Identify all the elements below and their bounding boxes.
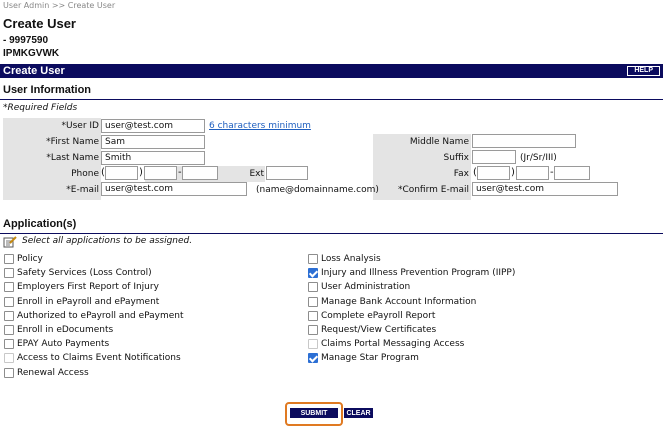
suffix-hint: (Jr/Sr/III)	[520, 153, 557, 163]
application-label: Safety Services (Loss Control)	[17, 268, 152, 279]
suffix-label: Suffix	[443, 153, 469, 163]
application-checkbox[interactable]	[308, 339, 318, 349]
application-label: Complete ePayroll Report	[321, 310, 436, 321]
email-label: *E-mail	[66, 185, 99, 195]
fax-label: Fax	[453, 169, 469, 179]
phone-line-input[interactable]	[182, 166, 218, 180]
suffix-input[interactable]	[472, 150, 516, 164]
fax-close-paren: )	[511, 167, 515, 178]
account-number: - 9997590	[3, 35, 49, 46]
application-checkbox[interactable]	[308, 311, 318, 321]
application-checkbox[interactable]	[308, 297, 318, 307]
last-name-input[interactable]: Smith	[101, 151, 205, 165]
required-fields-note: *Required Fields	[3, 103, 78, 113]
application-label: Authorized to ePayroll and ePayment	[17, 310, 184, 321]
applications-instruction: Select all applications to be assigned.	[22, 236, 193, 246]
email-hint: (name@domainname.com)	[256, 185, 379, 195]
middle-name-input[interactable]	[472, 134, 576, 148]
application-checkbox[interactable]	[4, 368, 14, 378]
clear-button[interactable]: CLEAR	[343, 407, 374, 419]
application-label: Renewal Access	[17, 367, 89, 378]
help-button[interactable]: HELP	[627, 66, 660, 76]
application-label: Claims Portal Messaging Access	[321, 339, 465, 350]
confirm-email-label: *Confirm E-mail	[397, 185, 469, 195]
confirm-email-input[interactable]: user@test.com	[472, 182, 618, 196]
application-label: Enroll in eDocuments	[17, 325, 114, 335]
application-checkbox[interactable]	[308, 282, 318, 292]
application-checkbox[interactable]	[308, 353, 318, 363]
application-label: User Administration	[321, 282, 411, 293]
application-checkbox[interactable]	[4, 339, 14, 349]
divider	[0, 99, 663, 100]
fax-prefix-input[interactable]	[516, 166, 549, 180]
fax-area-code-input[interactable]	[477, 166, 510, 180]
section-bar-title: Create User	[3, 65, 65, 77]
edit-list-icon	[3, 236, 17, 248]
application-label: Employers First Report of Injury	[17, 282, 159, 293]
application-label: Access to Claims Event Notifications	[17, 353, 181, 364]
application-checkbox[interactable]	[4, 282, 14, 292]
application-checkbox[interactable]	[4, 297, 14, 307]
application-label: Injury and Illness Prevention Program (IIPP)	[321, 268, 516, 279]
section-bar	[0, 64, 663, 78]
ext-input[interactable]	[266, 166, 308, 180]
application-checkbox[interactable]	[4, 311, 14, 321]
application-checkbox[interactable]	[4, 268, 14, 278]
application-label: Manage Bank Account Information	[321, 296, 477, 307]
application-label: Policy	[17, 254, 43, 264]
application-checkbox[interactable]	[308, 268, 318, 278]
application-checkbox[interactable]	[4, 353, 14, 363]
page-title: Create User	[3, 16, 76, 31]
first-name-input[interactable]: Sam	[101, 135, 205, 149]
phone-label: Phone	[71, 169, 99, 179]
user-id-label: *User ID	[61, 121, 99, 131]
application-label: Loss Analysis	[321, 254, 381, 264]
fax-dash: -	[550, 167, 554, 178]
submit-button[interactable]: SUBMIT	[289, 407, 339, 419]
divider	[0, 233, 663, 234]
first-name-label: *First Name	[46, 137, 99, 147]
application-checkbox[interactable]	[4, 254, 14, 264]
fax-open-paren: (	[473, 167, 477, 178]
application-label: EPAY Auto Payments	[17, 339, 110, 350]
application-label: Request/View Certificates	[321, 325, 437, 335]
applications-heading: Application(s)	[3, 218, 77, 230]
user-id-hint-link[interactable]: 6 characters minimum	[209, 121, 311, 131]
application-checkbox[interactable]	[308, 254, 318, 264]
application-checkbox[interactable]	[4, 325, 14, 335]
ext-label: Ext	[249, 169, 264, 179]
account-code: IPMKGVWK	[3, 48, 60, 59]
middle-name-label: Middle Name	[409, 137, 469, 147]
fax-line-input[interactable]	[554, 166, 590, 180]
phone-dash: -	[178, 167, 182, 178]
email-input[interactable]: user@test.com	[101, 182, 247, 196]
last-name-label: *Last Name	[46, 153, 99, 163]
phone-prefix-input[interactable]	[144, 166, 177, 180]
application-label: Manage Star Program	[321, 353, 419, 364]
phone-open-paren: (	[101, 167, 105, 178]
application-checkbox[interactable]	[308, 325, 318, 335]
user-information-heading: User Information	[3, 84, 92, 96]
application-label: Enroll in ePayroll and ePayment	[17, 296, 160, 307]
phone-close-paren: )	[139, 167, 143, 178]
breadcrumb: User Admin >> Create User	[3, 1, 116, 10]
phone-area-code-input[interactable]	[105, 166, 138, 180]
user-id-input[interactable]: user@test.com	[101, 119, 205, 133]
